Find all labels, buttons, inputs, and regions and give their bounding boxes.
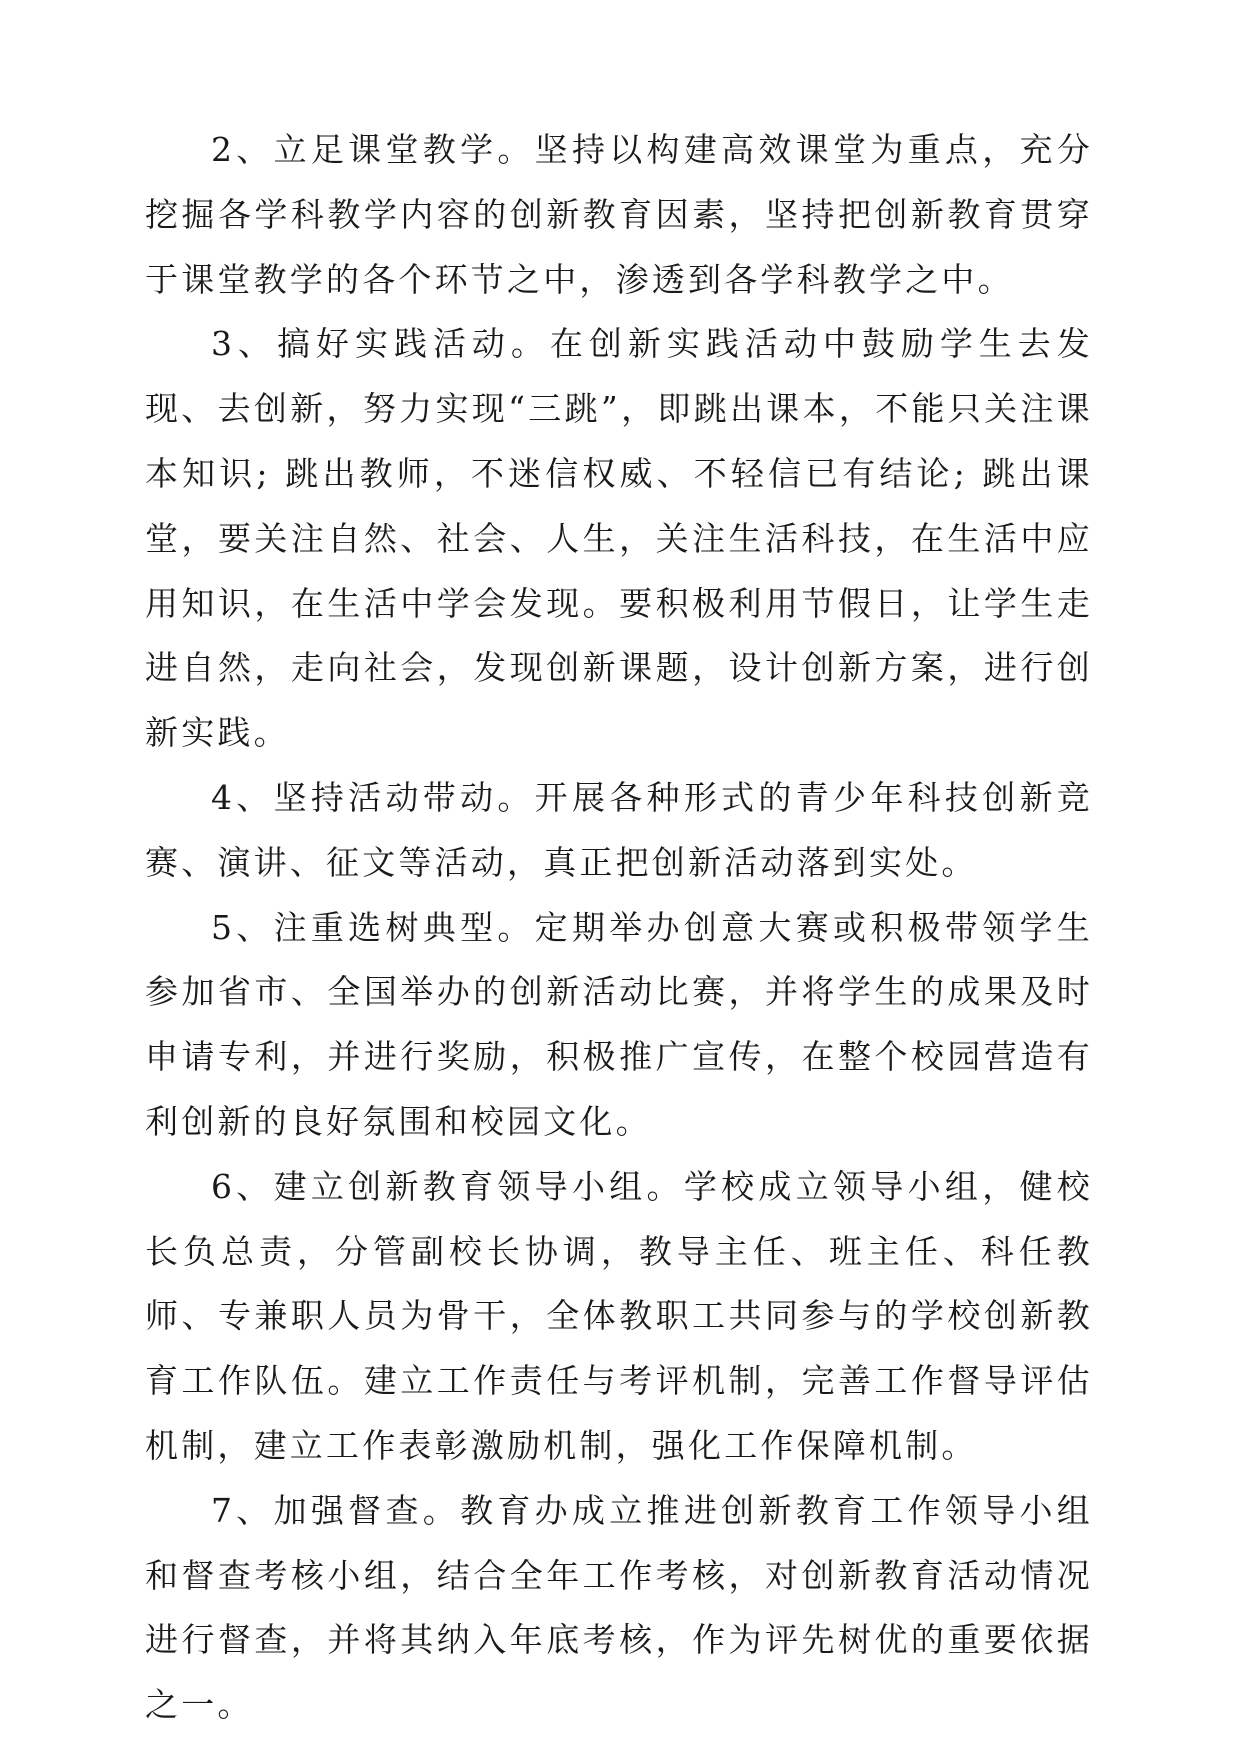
- paragraph-item-4: 4、坚持活动带动。开展各种形式的青少年科技创新竞赛、演讲、征文等活动，真正把创新活动落到实处。: [145, 777, 1093, 882]
- paragraph-item-3: 3、搞好实践活动。在创新实践活动中鼓励学生去发现、去创新，努力实现“三跳”，即跳出课本，不能只关注课本知识; 跳出教师，不迷信权威、不轻信已有结论; 跳出课堂，要关注自然、社会、人生，关注生活科技，在生活中应用知识，在生活中学会发现。要积极利用节假日，让学生走进自然，走向社会，发现创新课题，设计创新方案，进行创新实践。: [145, 324, 1093, 753]
- paragraph-item-6: 6、建立创新教育领导小组。学校成立领导小组，健校长负总责，分管副校长协调，教导主任、班主任、科任教师、专兼职人员为骨干，全体教职工共同参与的学校创新教育工作队伍。建立工作责任与考评机制，完善工作督导评估机制，建立工作表彰激励机制，强化工作保障机制。: [145, 1166, 1093, 1465]
- paragraph-item-7: 7、加强督查。教育办成立推进创新教育工作领导小组和督查考核小组，结合全年工作考核，对创新教育活动情况进行督查，并将其纳入年底考核，作为评先树优的重要依据之一。: [145, 1490, 1093, 1725]
- document-body: [145, 118, 1093, 1738]
- paragraph-item-5: 5、注重选树典型。定期举办创意大赛或积极带领学生参加省市、全国举办的创新活动比赛，并将学生的成果及时申请专利，并进行奖励，积极推广宣传，在整个校园营造有利创新的良好氛围和校园文化。: [145, 907, 1093, 1141]
- paragraph-item-2: 2、立足课堂教学。坚持以构建高效课堂为重点，充分挖掘各学科教学内容的创新教育因素，坚持把创新教育贯穿于课堂教学的各个环节之中，渗透到各学科教学之中。: [145, 130, 1093, 299]
